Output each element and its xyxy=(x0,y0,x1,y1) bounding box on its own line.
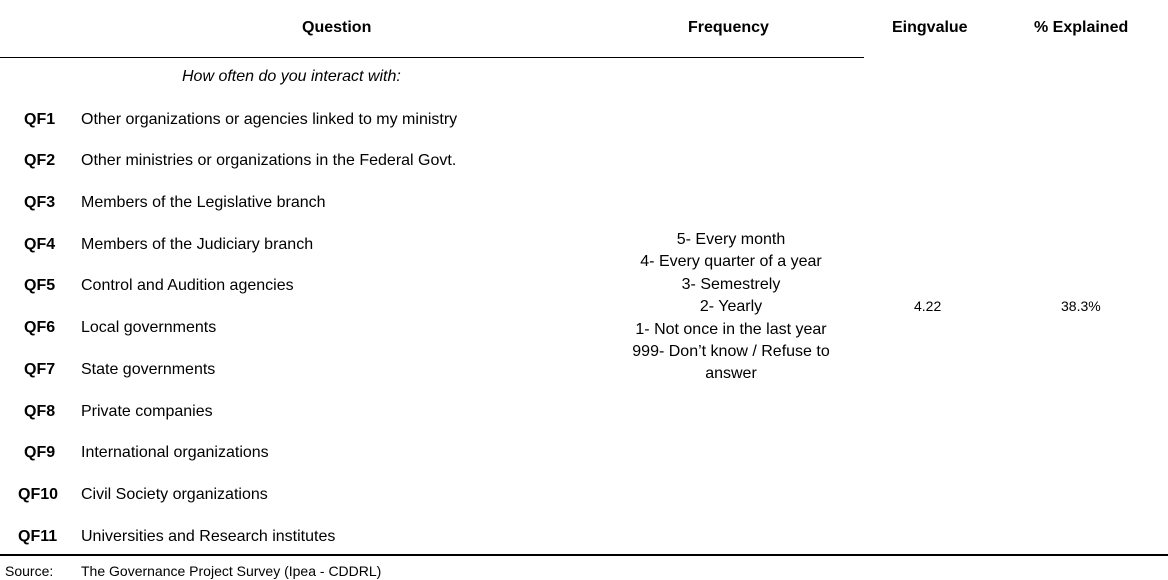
row-text: International organizations xyxy=(81,444,269,461)
intro-text: How often do you interact with: xyxy=(182,68,401,85)
row-text: State governments xyxy=(81,361,216,378)
row-text: Other organizations or agencies linked to my ministry xyxy=(81,111,458,128)
row-code: QF9 xyxy=(24,444,56,461)
row-code: QF11 xyxy=(18,528,58,545)
explained-value: 38.3% xyxy=(1061,298,1101,314)
row-text: Local governments xyxy=(81,319,217,336)
row-code: QF5 xyxy=(24,277,56,294)
frequency-option: 999- Don’t know / Refuse to answer xyxy=(632,343,830,383)
source-text: The Governance Project Survey (Ipea - CDDRL) xyxy=(81,563,382,579)
row-code: QF8 xyxy=(24,403,56,420)
frequency-option: 4- Every quarter of a year xyxy=(640,253,822,271)
frequency-option: 3- Semestrely xyxy=(681,275,781,293)
header-question: Question xyxy=(302,19,372,36)
header-explained: % Explained xyxy=(1034,19,1129,36)
row-code: QF4 xyxy=(24,236,56,253)
row-text: Members of the Legislative branch xyxy=(81,194,326,211)
row-text: Private companies xyxy=(81,403,213,420)
row-text: Civil Society organizations xyxy=(81,486,268,503)
frequency-scale xyxy=(620,229,842,386)
row-text: Other ministries or organizations in the Federal Govt. xyxy=(81,152,457,169)
frequency-option: 1- Not once in the last year xyxy=(635,320,827,338)
frequency-option: 5- Every month xyxy=(676,231,786,248)
row-code: QF1 xyxy=(24,111,56,128)
header-eigenvalue: Eingvalue xyxy=(892,19,968,36)
row-code: QF6 xyxy=(24,319,56,336)
source-label: Source: xyxy=(5,563,54,579)
row-text: Members of the Judiciary branch xyxy=(81,236,314,253)
row-code: QF7 xyxy=(24,361,56,378)
eigenvalue-value: 4.22 xyxy=(914,298,942,314)
header-divider xyxy=(0,57,864,58)
frequency-option: 2- Yearly xyxy=(699,298,763,316)
header-frequency: Frequency xyxy=(688,19,769,36)
row-code: QF2 xyxy=(24,152,56,169)
table-bottom-rule xyxy=(0,554,1168,556)
row-code: QF3 xyxy=(24,194,56,211)
row-text: Control and Audition agencies xyxy=(81,277,294,294)
row-code: QF10 xyxy=(18,486,59,503)
row-text: Universities and Research institutes xyxy=(81,528,336,545)
